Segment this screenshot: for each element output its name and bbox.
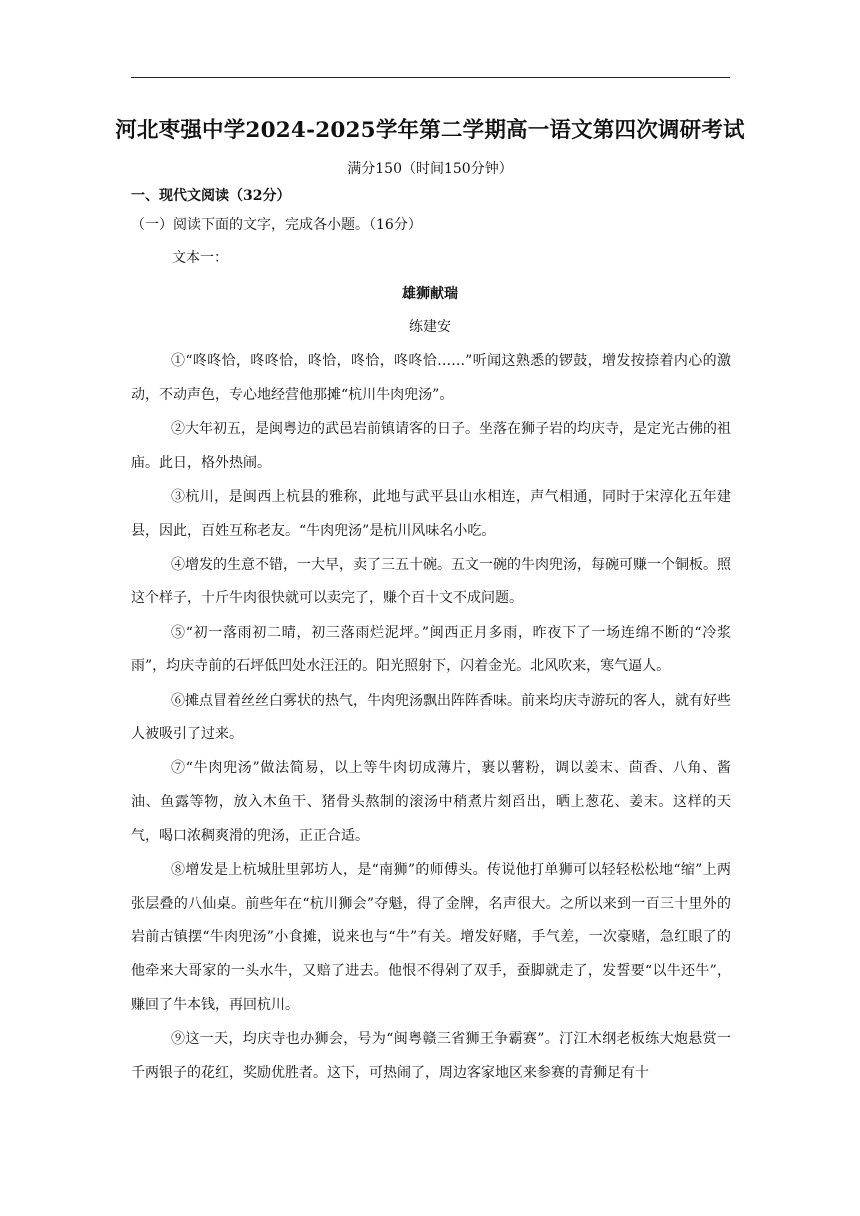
sub-heading: （一）阅读下面的文字，完成各小题。（16分）	[131, 217, 422, 233]
paragraph: ④增发的生意不错，一大早，卖了三五十碗。五文一碗的牛肉兜汤，每碗可赚一个铜板。照这个样子，十斤牛肉很快就可以卖完了，赚个百十文不成问题。	[131, 556, 731, 607]
text-label: 文本一：	[172, 250, 228, 266]
paragraph: ②大年初五，是闽粤边的武邑岩前镇请客的日子。坐落在狮子岩的均庆寺，是定光古佛的祖庙。此日，格外热闹。	[131, 420, 731, 471]
exam-subtitle: 满分150（时间150分钟）	[347, 161, 513, 177]
paragraph: ③杭川，是闽西上杭县的雅称，此地与武平县山水相连，声气相通，同时于宋淳化五年建县，因此，百姓互称老友。“牛肉兜汤”是杭川风味名小吃。	[131, 488, 731, 539]
top-rule	[131, 77, 730, 78]
paragraph: ⑦“牛肉兜汤”做法简易，以上等牛肉切成薄片，裹以薯粉，调以姜末、茴香、八角、酱油、鱼露等物，放入木鱼干、猪骨头熬制的滚汤中稍煮片刻舀出，晒上葱花、姜末。这样的天气，喝口浓稠爽滑的兜汤，正正合适。	[131, 760, 731, 844]
paragraph: ⑥摊点冒着丝丝白雾状的热气，牛肉兜汤飘出阵阵香味。前来均庆寺游玩的客人，就有好些人被吸引了过来。	[131, 692, 731, 743]
exam-title: 河北枣强中学2024-2025学年第二学期高一语文第四次调研考试	[115, 118, 745, 143]
passage-title: 雄狮献瑞	[402, 286, 458, 302]
passage-body	[131, 345, 731, 1091]
paragraph: ⑤“初一落雨初二晴，初三落雨烂泥坪。”闽西正月多雨，昨夜下了一场连绵不断的“冷浆雨”，均庆寺前的石坪低凹处水汪汪的。阳光照射下，闪着金光。北风吹来，寒气逼人。	[131, 624, 731, 675]
passage-author: 练建安	[409, 319, 451, 335]
paragraph: ⑨这一天，均庆寺也办狮会，号为“闽粤赣三省狮王争霸赛”。汀江木纲老板练大炮悬赏一千两银子的花红，奖励优胜者。这下，可热闹了，周边客家地区来参赛的青狮足有十	[131, 1031, 731, 1081]
section-heading: 一、现代文阅读（32分）	[131, 188, 291, 204]
paragraph: ①“咚咚恰，咚咚恰，咚恰，咚恰，咚咚恰……”听闻这熟悉的锣鼓，增发按捺着内心的激动，不动声色，专心地经营他那摊“杭川牛肉兜汤”。	[131, 353, 731, 403]
paragraph: ⑧增发是上杭城肚里郭坊人，是“南狮”的师傅头。传说他打单狮可以轻轻松松地“缩”上两张层叠的八仙桌。前些年在“杭川狮会”夺魁，得了金牌，名声很大。之所以来到一百三十里外的岩前古镇摆“牛肉兜汤”小食摊，说来也与“牛”有关。增发好赌，手气差，一次豪赌，急红眼了的他牵来大哥家的一头水牛，又赔了进去。他恨不得剁了双手，蚕脚就走了，发誓要“以牛还牛”，赚回了牛本钱，再回杭川。	[131, 862, 731, 1013]
